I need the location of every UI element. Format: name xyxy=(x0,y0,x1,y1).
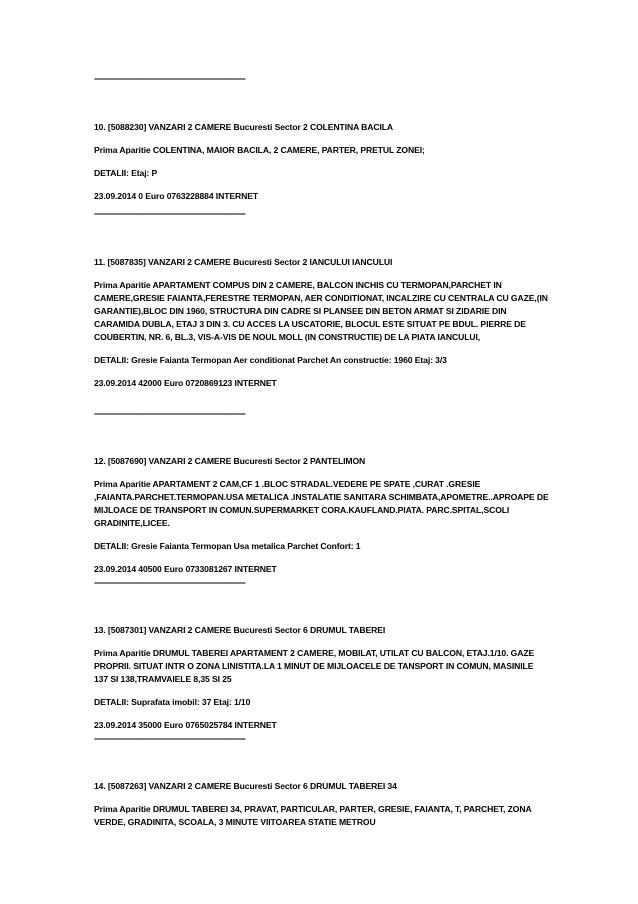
listing-14 xyxy=(94,780,549,829)
separator-line: --------------------------------------------------------------------------------- xyxy=(94,73,245,83)
listing-13 xyxy=(94,624,549,732)
separator-line: --------------------------------------------------------------------------------- xyxy=(94,408,245,418)
listing-description: Prima Aparitie DRUMUL TABEREI APARTAMENT 2 CAMERE, MOBILAT, UTILAT CU BALCON, ETAJ.1/10. GAZE PROPRII. SITUAT INTR O ZONA LINISTITA.LA 1 MINUT DE MIJLOACELE DE TANSPORT IN COMUN, MASINILE 137 SI 138,TRAMVAIELE 8,35 SI 25 xyxy=(94,648,535,684)
listing-contact: 23.09.2014 42000 Euro 0720869123 INTERNET xyxy=(94,378,277,388)
listing-header: 10. [5088230] VANZARI 2 CAMERE Bucuresti Sector 2 COLENTINA BACILA xyxy=(94,122,394,132)
listing-header: 12. [5087690] VANZARI 2 CAMERE Bucuresti Sector 2 PANTELIMON xyxy=(94,456,366,466)
listing-11 xyxy=(94,256,549,390)
listing-12 xyxy=(94,455,549,576)
listing-details: DETALII: Suprafata imobil: 37 Etaj: 1/10 xyxy=(94,697,251,707)
listing-description: Prima Aparitie COLENTINA, MAIOR BACILA, 2 CAMERE, PARTER, PRETUL ZONEI; xyxy=(94,145,425,155)
listing-10 xyxy=(94,121,549,203)
listing-description: Prima Aparitie DRUMUL TABEREI 34, PRAVAT, PARTICULAR, PARTER, GRESIE, FAIANTA, T, PARCHET, ZONA VERDE, GRADINITA, SCOALA, 3 MINUTE VIITOAREA STATIE METROU xyxy=(94,804,532,827)
listing-details: DETALII: Gresie Faianta Termopan Aer conditionat Parchet An constructie: 1960 Etaj: 3/3 xyxy=(94,355,447,365)
listing-description: Prima Aparitie APARTAMENT 2 CAM,CF 1 .BLOC STRADAL.VEDERE PE SPATE ,CURAT .GRESIE ,FAIANTA.PARCHET.TERMOPAN.USA METALICA .INSTALATIE SANITARA SCHIMBATA,APOMETRE..APROAPE DE MIJLOACE DE TRANSPORT IN COMUN.SUPERMARKET CORA.KAUFLAND.PIATA. PARC.SPITAL,SCOLI GRADINITE,LICEE. xyxy=(94,479,549,528)
listing-contact: 23.09.2014 40500 Euro 0733081267 INTERNET xyxy=(94,564,277,574)
listing-header: 14. [5087263] VANZARI 2 CAMERE Bucuresti Sector 6 DRUMUL TABEREI 34 xyxy=(94,781,397,791)
listing-description: Prima Aparitie APARTAMENT COMPUS DIN 2 CAMERE, BALCON INCHIS CU TERMOPAN,PARCHET IN CAMERE,GRESIE FAIANTA,FERESTRE TERMOPAN, AER CONDITIONAT, INCALZIRE CU CENTRALA CU GAZE,(IN GARANTIE),BLOC DIN 1960, STRUCTURA DIN CADRE SI PLANSEE DIN BETON ARMAT SI ZIDARIE DIN CARAMIDA DUBLA, ETAJ 3 DIN 3. CU ACCES LA USCATORIE, BLOCUL ESTE SITUAT PE BDUL. PIERRE DE COUBERTIN, NR. 6, BL.3, VIS-A-VIS DE NOUL MOLL (IN CONSTRUCTIE) DE LA PIATA IANCULUI, xyxy=(94,280,548,342)
listing-contact: 23.09.2014 0 Euro 0763228884 INTERNET xyxy=(94,191,258,201)
separator-line: --------------------------------------------------------------------------------- xyxy=(94,733,245,743)
separator-line: --------------------------------------------------------------------------------- xyxy=(94,208,245,218)
listing-contact: 23.09.2014 35000 Euro 0765025784 INTERNET xyxy=(94,720,277,730)
listing-header: 11. [5087835] VANZARI 2 CAMERE Bucuresti Sector 2 IANCULUI IANCULUI xyxy=(94,257,393,267)
listing-details: DETALII: Etaj: P xyxy=(94,168,158,178)
listing-header: 13. [5087301] VANZARI 2 CAMERE Bucuresti Sector 6 DRUMUL TABEREI xyxy=(94,625,386,635)
listing-details: DETALII: Gresie Faianta Termopan Usa metalica Parchet Confort: 1 xyxy=(94,541,361,551)
separator-line: --------------------------------------------------------------------------------- xyxy=(94,577,245,587)
